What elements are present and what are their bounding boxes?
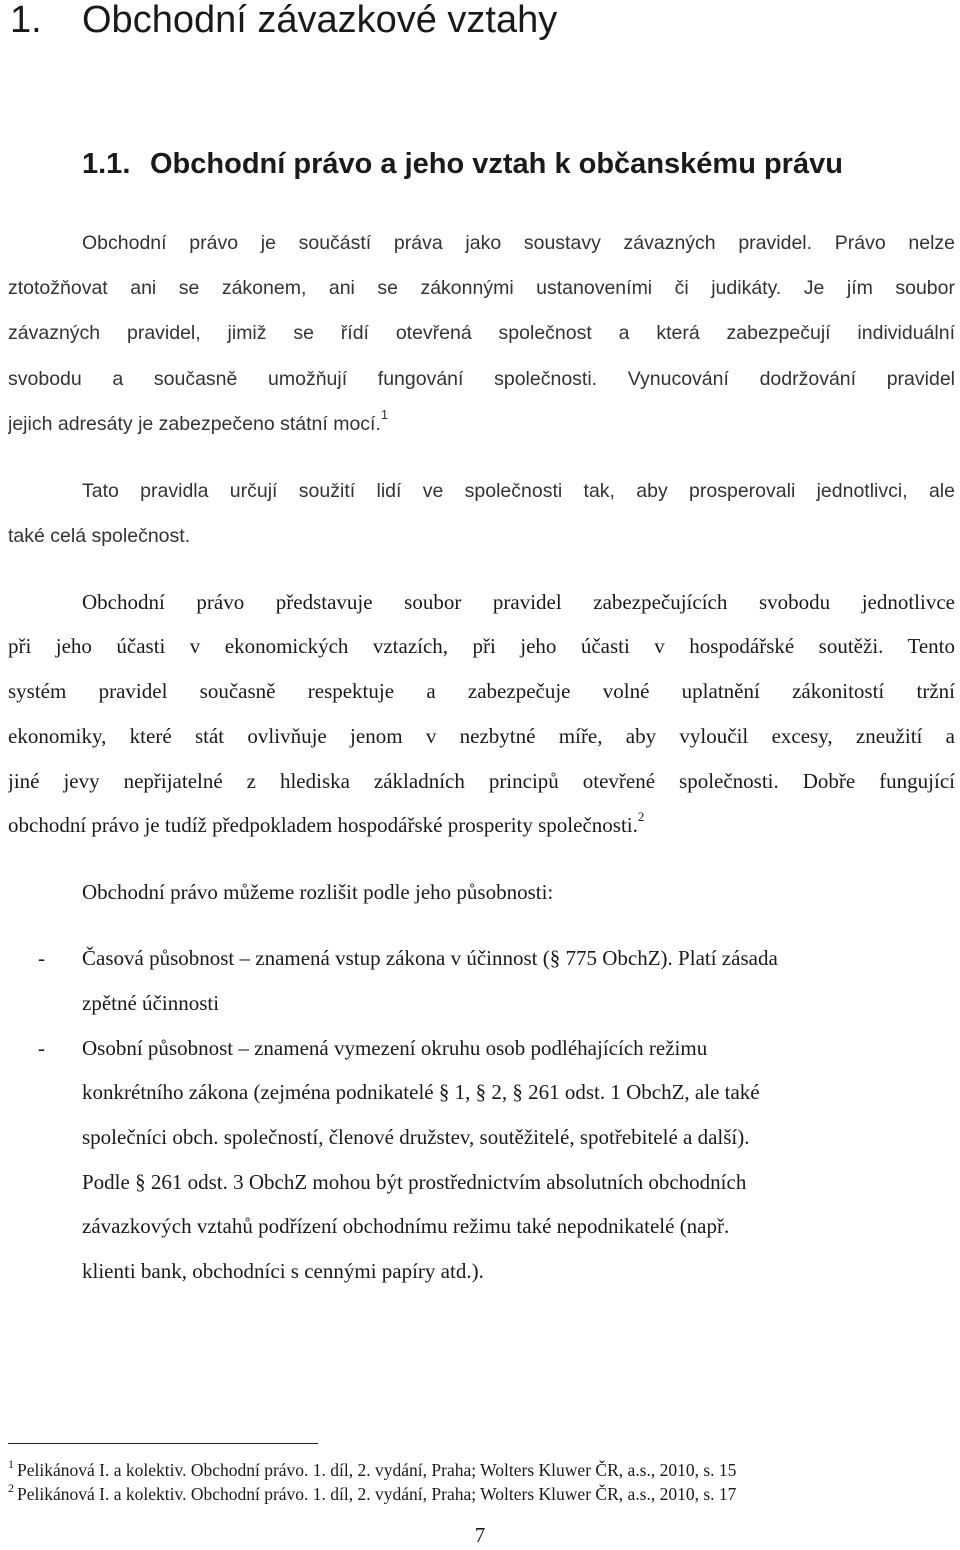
list-item-line: Osobní působnost – znamená vymezení okruhu osob podléhajících režimu — [82, 1036, 708, 1060]
paragraph-line-text: jejich adresáty je zabezpečeno státní mocí. — [8, 413, 381, 435]
paragraph-line: také celá společnost. — [8, 525, 191, 547]
paragraph-line-text: obchodní právo je tudíž předpokladem hospodářské prosperity společnosti. — [8, 813, 638, 837]
paragraph-line: závazných pravidel, jimiž se řídí otevřená společnost a která zabezpečují individuální — [8, 322, 955, 344]
paragraph-line: systém pravidel současně respektuje a zabezpečuje volné uplatnění zákonitostí tržní — [8, 679, 955, 703]
list-item-line: Časová působnost – znamená vstup zákona v účinnost (§ 775 ObchZ). Platí zásada — [82, 946, 778, 970]
paragraph-line: jiné jevy nepřijatelné z hlediska základních principů otevřené společnosti. Dobře fungující — [8, 769, 955, 793]
paragraph-line — [8, 810, 955, 840]
paragraph-line — [8, 409, 955, 439]
chapter-title: Obchodní závazkové vztahy — [82, 0, 558, 41]
list-bullet: - — [38, 946, 45, 970]
paragraph-4: Obchodní právo můžeme rozlišit podle jeho působnosti: — [82, 880, 554, 904]
list-item-line: Podle § 261 odst. 3 ObchZ mohou být prostřednictvím absolutních obchodních — [82, 1170, 747, 1194]
page-number: 7 — [474, 1523, 486, 1547]
paragraph-line: ztotožňovat ani se zákonem, ani se zákonnými ustanoveními či judikáty. Je jím soubor — [8, 277, 955, 299]
paragraph-line: Tato pravidla určují soužití lidí ve společnosti tak, aby prosperovali jednotlivci, ale — [82, 480, 955, 502]
list-item-line: zpětné účinnosti — [82, 991, 220, 1015]
footnote-text: Pelikánová I. a kolektiv. Obchodní právo. 1. díl, 2. vydání, Praha; Wolters Kluwer ČR, a.s., 2010, s. 17 — [17, 1484, 737, 1504]
footnote-number: 1 — [8, 1457, 14, 1471]
footnote-number: 2 — [8, 1481, 14, 1495]
chapter-heading — [10, 0, 557, 42]
list-bullet: - — [38, 1036, 45, 1060]
list-item-line: závazkových vztahů podřízení obchodnímu režimu také nepodnikatelé (např. — [82, 1214, 730, 1238]
list-item-line: konkrétního zákona (zejména podnikatelé § 1, § 2, § 261 odst. 1 ObchZ, ale také — [82, 1080, 760, 1104]
section-number: 1.1. — [82, 148, 131, 180]
paragraph-line: svobodu a současně umožňují fungování společnosti. Vynucování dodržování pravidel — [8, 368, 955, 390]
paragraph-line: Obchodní právo je součástí práva jako soustavy závazných pravidel. Právo nelze — [82, 232, 955, 254]
footnote-ref-2[interactable]: 2 — [637, 810, 645, 824]
footnote-separator — [8, 1443, 318, 1444]
chapter-number: 1. — [10, 0, 42, 41]
footnote-ref-1[interactable]: 1 — [380, 409, 389, 422]
list-item-line: klienti bank, obchodníci s cennými papíry atd.). — [82, 1259, 484, 1283]
list-item-line: společníci obch. společností, členové družstev, soutěžitelé, spotřebitelé a další). — [82, 1125, 750, 1149]
section-heading — [82, 142, 843, 186]
footnote-2 — [8, 1483, 736, 1507]
paragraph-line: při jeho účasti v ekonomických vztazích, při jeho účasti v hospodářské soutěži. Tento — [8, 634, 955, 658]
paragraph-line: ekonomiky, které stát ovlivňuje jenom v nezbytné míře, aby vyloučil excesy, zneužití a — [8, 724, 955, 748]
paragraph-line: Obchodní právo představuje soubor pravidel zabezpečujících svobodu jednotlivce — [82, 590, 955, 614]
section-title: Obchodní právo a jeho vztah k občanskému právu — [150, 148, 843, 180]
footnote-1 — [8, 1459, 736, 1483]
footnote-text: Pelikánová I. a kolektiv. Obchodní právo. 1. díl, 2. vydání, Praha; Wolters Kluwer ČR, a.s., 2010, s. 15 — [17, 1460, 737, 1480]
